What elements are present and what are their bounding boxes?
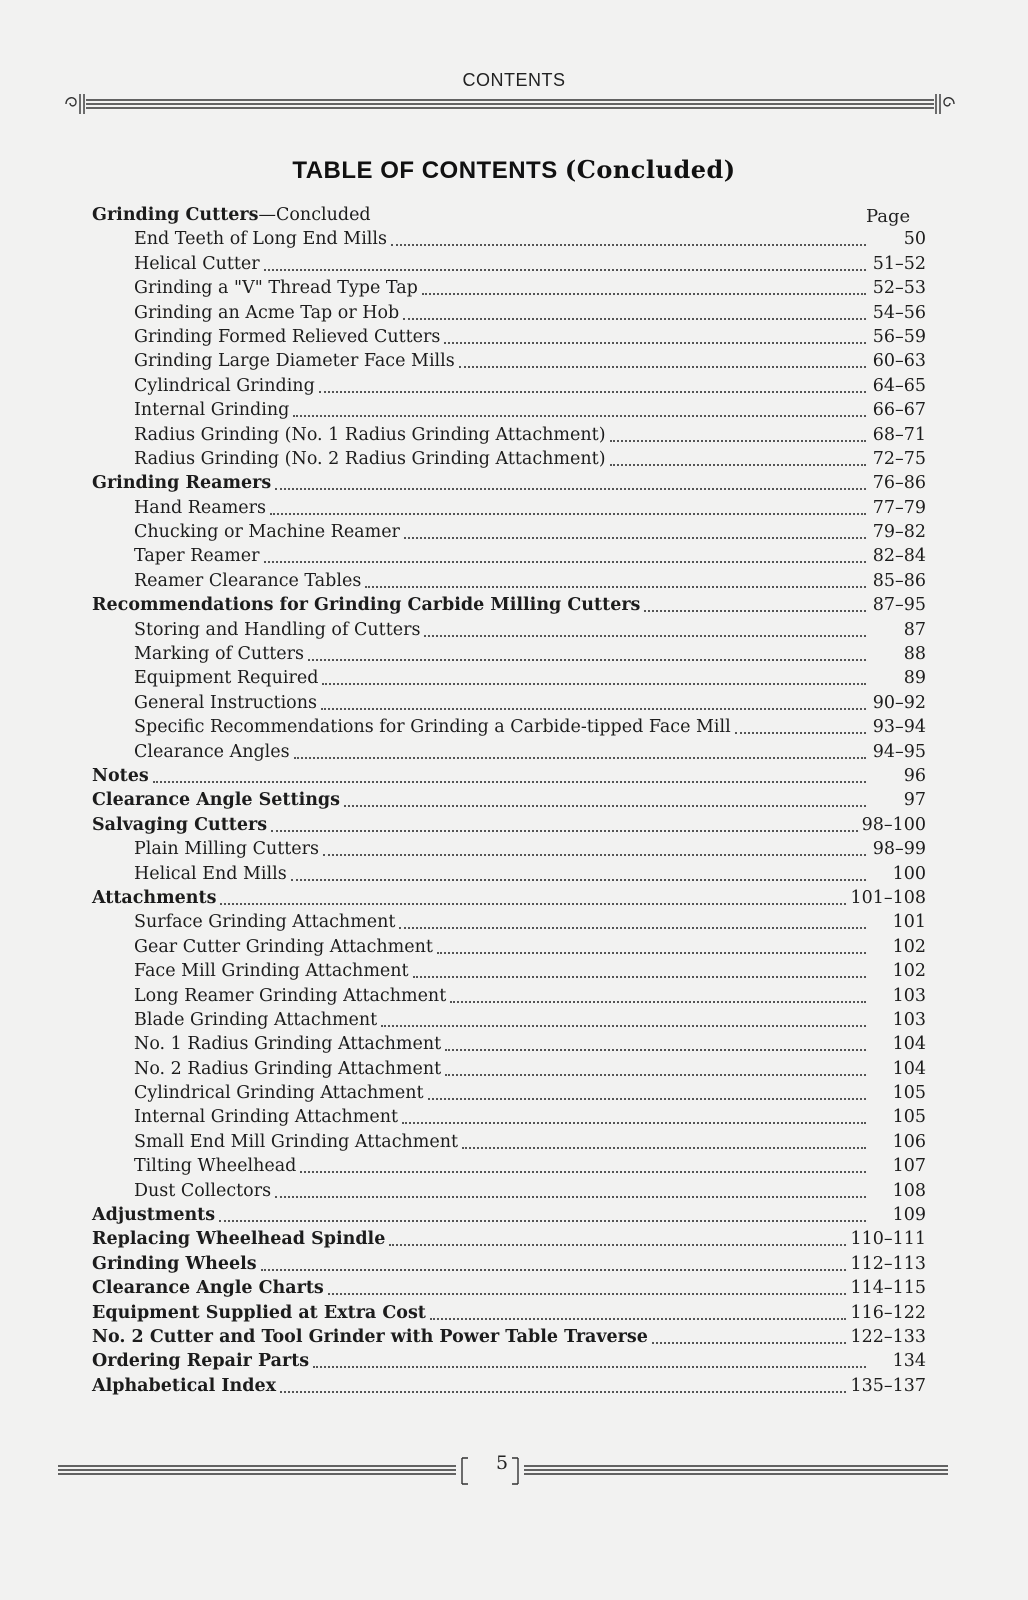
toc-entry-title: Small End Mill Grinding Attachment: [134, 1131, 459, 1152]
toc-entry-page: 114–115: [850, 1278, 926, 1299]
toc-entry: [92, 689, 926, 713]
toc-entry: [92, 1324, 926, 1348]
dot-leader: [365, 586, 866, 588]
toc-entry: [92, 1250, 926, 1274]
toc-entry-page: 104: [892, 1058, 926, 1079]
toc-entry-page: 87–95: [872, 595, 926, 616]
toc-entry-title: Replacing Wheelhead Spindle: [92, 1229, 386, 1250]
dot-leader: [344, 805, 866, 807]
toc-entry-page: 135–137: [850, 1375, 926, 1396]
dot-leader: [459, 366, 866, 368]
toc-entry-title: Cylindrical Grinding Attachment: [134, 1083, 424, 1104]
dot-leader: [462, 1147, 866, 1149]
dot-leader: [270, 513, 866, 515]
toc-entry: [92, 885, 926, 909]
toc-entry-page: 51–52: [872, 253, 926, 274]
toc-entry-title: Ordering Repair Parts: [92, 1351, 310, 1372]
running-head: CONTENTS: [462, 70, 566, 90]
toc-entry-title: Salvaging Cutters: [92, 814, 268, 835]
toc-entry-page: 122–133: [850, 1326, 926, 1347]
dot-leader: [445, 1049, 866, 1051]
dot-leader: [322, 683, 866, 685]
toc-group-heading: [92, 200, 926, 226]
toc-entry-title: Radius Grinding (No. 2 Radius Grinding Attachment): [134, 448, 606, 469]
toc-entry: [92, 982, 926, 1006]
toc-entry-title: Hand Reamers: [134, 497, 266, 518]
toc-entry: [92, 348, 926, 372]
dot-leader: [153, 781, 866, 783]
toc-entry-page: 93–94: [872, 717, 926, 738]
dot-leader: [264, 561, 866, 563]
page-number: 5: [495, 1452, 509, 1474]
dot-leader: [319, 391, 866, 393]
dot-leader: [328, 1293, 847, 1295]
toc-entry-page: 105: [892, 1107, 926, 1128]
toc-entries: [92, 226, 926, 1397]
toc-entry-page: 54–56: [872, 302, 926, 323]
toc-entry: [92, 1055, 926, 1079]
toc-entry: [92, 494, 926, 518]
toc-entry-title: Taper Reamer: [134, 546, 260, 567]
toc-group-title: Grinding Cutters: [92, 205, 259, 225]
toc-entry: [92, 1299, 926, 1323]
toc-entry-title: Alphabetical Index: [92, 1375, 277, 1396]
toc-entry: [92, 933, 926, 957]
toc-entry-page: 60–63: [872, 351, 926, 372]
toc-entry: [92, 738, 926, 762]
dot-leader: [313, 1366, 866, 1368]
toc-entry: [92, 1226, 926, 1250]
toc-entry: [92, 324, 926, 348]
toc-entry: [92, 763, 926, 787]
toc-entry-title: Face Mill Grinding Attachment: [134, 961, 409, 982]
toc-entry-title: Internal Grinding: [134, 400, 290, 421]
toc-entry-title: Grinding Wheels: [92, 1253, 257, 1274]
toc-entry-page: 102: [892, 936, 926, 957]
toc-entry: [92, 616, 926, 640]
toc-entry-page: 85–86: [872, 570, 926, 591]
toc-entry-title: Clearance Angle Settings: [92, 790, 341, 811]
toc-entry-title: Plain Milling Cutters: [134, 839, 320, 860]
toc-entry-page: 134: [892, 1351, 926, 1372]
dot-leader: [399, 927, 866, 929]
toc-entry: [92, 860, 926, 884]
dot-leader: [323, 854, 866, 856]
toc-entry-page: 77–79: [872, 497, 926, 518]
toc-entry-page: 96: [903, 765, 926, 786]
toc-entry-title: Equipment Required: [134, 668, 319, 689]
dot-leader: [321, 708, 866, 710]
toc-entry-page: 72–75: [872, 448, 926, 469]
toc-entry-page: 94–95: [872, 741, 926, 762]
toc-entry-page: 89: [903, 668, 926, 689]
toc-entry: [92, 592, 926, 616]
header-ornamental-rule: [62, 88, 958, 118]
dot-leader: [444, 342, 866, 344]
toc-entry-page: 88: [903, 644, 926, 665]
toc-entry-title: Chucking or Machine Reamer: [134, 522, 400, 543]
dot-leader: [430, 1318, 847, 1320]
toc-entry-title: Notes: [92, 765, 149, 786]
toc-entry: [92, 446, 926, 470]
toc-entry-page: 98–100: [861, 814, 926, 835]
toc-entry-page: 103: [892, 1009, 926, 1030]
toc-entry-title: General Instructions: [134, 692, 317, 713]
dot-leader: [735, 732, 866, 734]
dot-leader: [450, 1001, 866, 1003]
toc-entry: [92, 787, 926, 811]
page-title-main: TABLE OF CONTENTS: [292, 157, 558, 184]
page-title: [0, 155, 1028, 185]
toc-entry-title: Clearance Angle Charts: [92, 1278, 324, 1299]
toc-entry: [92, 1104, 926, 1128]
toc-entry-page: 82–84: [872, 546, 926, 567]
toc-entry-page: 105: [892, 1083, 926, 1104]
toc-entry-page: 87: [903, 619, 926, 640]
toc-entry-title: Helical Cutter: [134, 253, 260, 274]
dot-leader: [652, 1342, 847, 1344]
toc-entry-title: No. 1 Radius Grinding Attachment: [134, 1034, 442, 1055]
toc-entry-page: 97: [903, 790, 926, 811]
dot-leader: [275, 1196, 866, 1198]
toc-entry-title: Equipment Supplied at Extra Cost: [92, 1302, 426, 1323]
toc-entry-page: 76–86: [872, 473, 926, 494]
toc-entry-page: 68–71: [872, 424, 926, 445]
toc-entry: [92, 909, 926, 933]
toc-entry-page: 102: [892, 961, 926, 982]
toc-entry-title: Recommendations for Grinding Carbide Milling Cutters: [92, 595, 641, 616]
dot-leader: [422, 293, 866, 295]
toc-entry: [92, 1275, 926, 1299]
toc-entry: [92, 1007, 926, 1031]
toc-entry: [92, 836, 926, 860]
toc-entry-title: Specific Recommendations for Grinding a Carbide-tipped Face Mill: [134, 717, 731, 738]
toc-entry: [92, 397, 926, 421]
toc-entry-page: 98–99: [872, 839, 926, 860]
toc-entry: [92, 1202, 926, 1226]
toc-entry-title: Helical End Mills: [134, 863, 287, 884]
toc-entry-page: 79–82: [872, 522, 926, 543]
toc-entry-title: End Teeth of Long End Mills: [134, 229, 387, 250]
toc-entry: [92, 1080, 926, 1104]
toc-entry-page: 106: [892, 1131, 926, 1152]
dot-leader: [264, 269, 866, 271]
toc-entry-title: Reamer Clearance Tables: [134, 570, 362, 591]
toc-entry-title: Blade Grinding Attachment: [134, 1009, 378, 1030]
toc-entry-page: 101: [892, 912, 926, 933]
dot-leader: [402, 1122, 866, 1124]
toc-entry: [92, 1372, 926, 1396]
toc-entry-title: No. 2 Radius Grinding Attachment: [134, 1058, 442, 1079]
toc-entry: [92, 421, 926, 445]
toc-entry: [92, 519, 926, 543]
page-column-label: Page: [866, 206, 911, 227]
dot-leader: [428, 1098, 866, 1100]
toc-entry-title: Radius Grinding (No. 1 Radius Grinding Attachment): [134, 424, 606, 445]
dot-leader: [293, 415, 866, 417]
toc-entry-page: 66–67: [872, 400, 926, 421]
dot-leader: [261, 1269, 847, 1271]
toc-entry-page: 50: [903, 229, 926, 250]
toc-entry: [92, 811, 926, 835]
toc-entry-page: 64–65: [872, 375, 926, 396]
toc-entry-title: Surface Grinding Attachment: [134, 912, 396, 933]
dot-leader: [424, 635, 866, 637]
toc-entry-page: 52–53: [872, 278, 926, 299]
toc-entry-page: 101–108: [850, 887, 926, 908]
toc-entry: [92, 226, 926, 250]
toc-entry: [92, 543, 926, 567]
toc-entry-page: 112–113: [850, 1253, 926, 1274]
dot-leader: [294, 757, 866, 759]
toc-entry-page: 116–122: [850, 1302, 926, 1323]
toc-group-suffix: —Concluded: [258, 205, 371, 225]
toc-entry: [92, 1177, 926, 1201]
dot-leader: [445, 1074, 866, 1076]
toc-entry-page: 107: [892, 1156, 926, 1177]
dot-leader: [220, 903, 846, 905]
toc-entry: [92, 250, 926, 274]
toc-entry: [92, 299, 926, 323]
toc-entry-title: Cylindrical Grinding: [134, 375, 315, 396]
dot-leader: [219, 1220, 866, 1222]
toc-entry-title: Attachments: [92, 887, 217, 908]
toc-entry-title: Storing and Handling of Cutters: [134, 619, 421, 640]
dot-leader: [610, 440, 866, 442]
dot-leader: [391, 244, 866, 246]
page-title-sub: (Concluded): [564, 155, 736, 184]
dot-leader: [437, 952, 866, 954]
toc-entry: [92, 1348, 926, 1372]
toc-entry: [92, 1128, 926, 1152]
dot-leader: [308, 659, 866, 661]
toc-entry-title: Marking of Cutters: [134, 644, 304, 665]
toc-entry: [92, 714, 926, 738]
dot-leader: [275, 488, 866, 490]
dot-leader: [291, 879, 866, 881]
toc-entry: [92, 1031, 926, 1055]
toc-entry: [92, 470, 926, 494]
toc-entry-title: Long Reamer Grinding Attachment: [134, 985, 447, 1006]
dot-leader: [381, 1025, 866, 1027]
toc-entry-title: Grinding Formed Relieved Cutters: [134, 326, 441, 347]
toc-entry-title: Grinding Reamers: [92, 473, 272, 494]
dot-leader: [644, 610, 866, 612]
dot-leader: [610, 464, 866, 466]
toc-list: [92, 200, 926, 1397]
toc-entry-title: Adjustments: [92, 1205, 216, 1226]
toc-entry-title: Grinding a "V" Thread Type Tap: [134, 278, 418, 299]
toc-entry: [92, 665, 926, 689]
dot-leader: [403, 318, 866, 320]
toc-entry-page: 110–111: [850, 1229, 926, 1250]
toc-entry-title: Grinding an Acme Tap or Hob: [134, 302, 400, 323]
dot-leader: [404, 537, 866, 539]
dot-leader: [300, 1171, 866, 1173]
toc-entry: [92, 275, 926, 299]
toc-entry: [92, 1153, 926, 1177]
toc-entry-title: Internal Grinding Attachment: [134, 1107, 399, 1128]
dot-leader: [280, 1391, 846, 1393]
toc-entry-page: 90–92: [872, 692, 926, 713]
toc-entry-title: Tilting Wheelhead: [134, 1156, 297, 1177]
toc-entry-page: 56–59: [872, 326, 926, 347]
toc-entry-page: 103: [892, 985, 926, 1006]
toc-entry-page: 104: [892, 1034, 926, 1055]
toc-entry-page: 100: [892, 863, 926, 884]
toc-entry-title: No. 2 Cutter and Tool Grinder with Power Table Traverse: [92, 1326, 648, 1347]
toc-entry-page: 109: [892, 1205, 926, 1226]
dot-leader: [389, 1244, 846, 1246]
toc-entry-title: Gear Cutter Grinding Attachment: [134, 936, 433, 957]
toc-entry: [92, 641, 926, 665]
toc-entry-title: Clearance Angles: [134, 741, 290, 762]
toc-entry: [92, 958, 926, 982]
toc-entry: [92, 372, 926, 396]
toc-entry-title: Grinding Large Diameter Face Mills: [134, 351, 455, 372]
dot-leader: [271, 830, 857, 832]
toc-entry-page: 108: [892, 1180, 926, 1201]
toc-entry: [92, 567, 926, 591]
dot-leader: [413, 976, 866, 978]
toc-entry-title: Dust Collectors: [134, 1180, 272, 1201]
